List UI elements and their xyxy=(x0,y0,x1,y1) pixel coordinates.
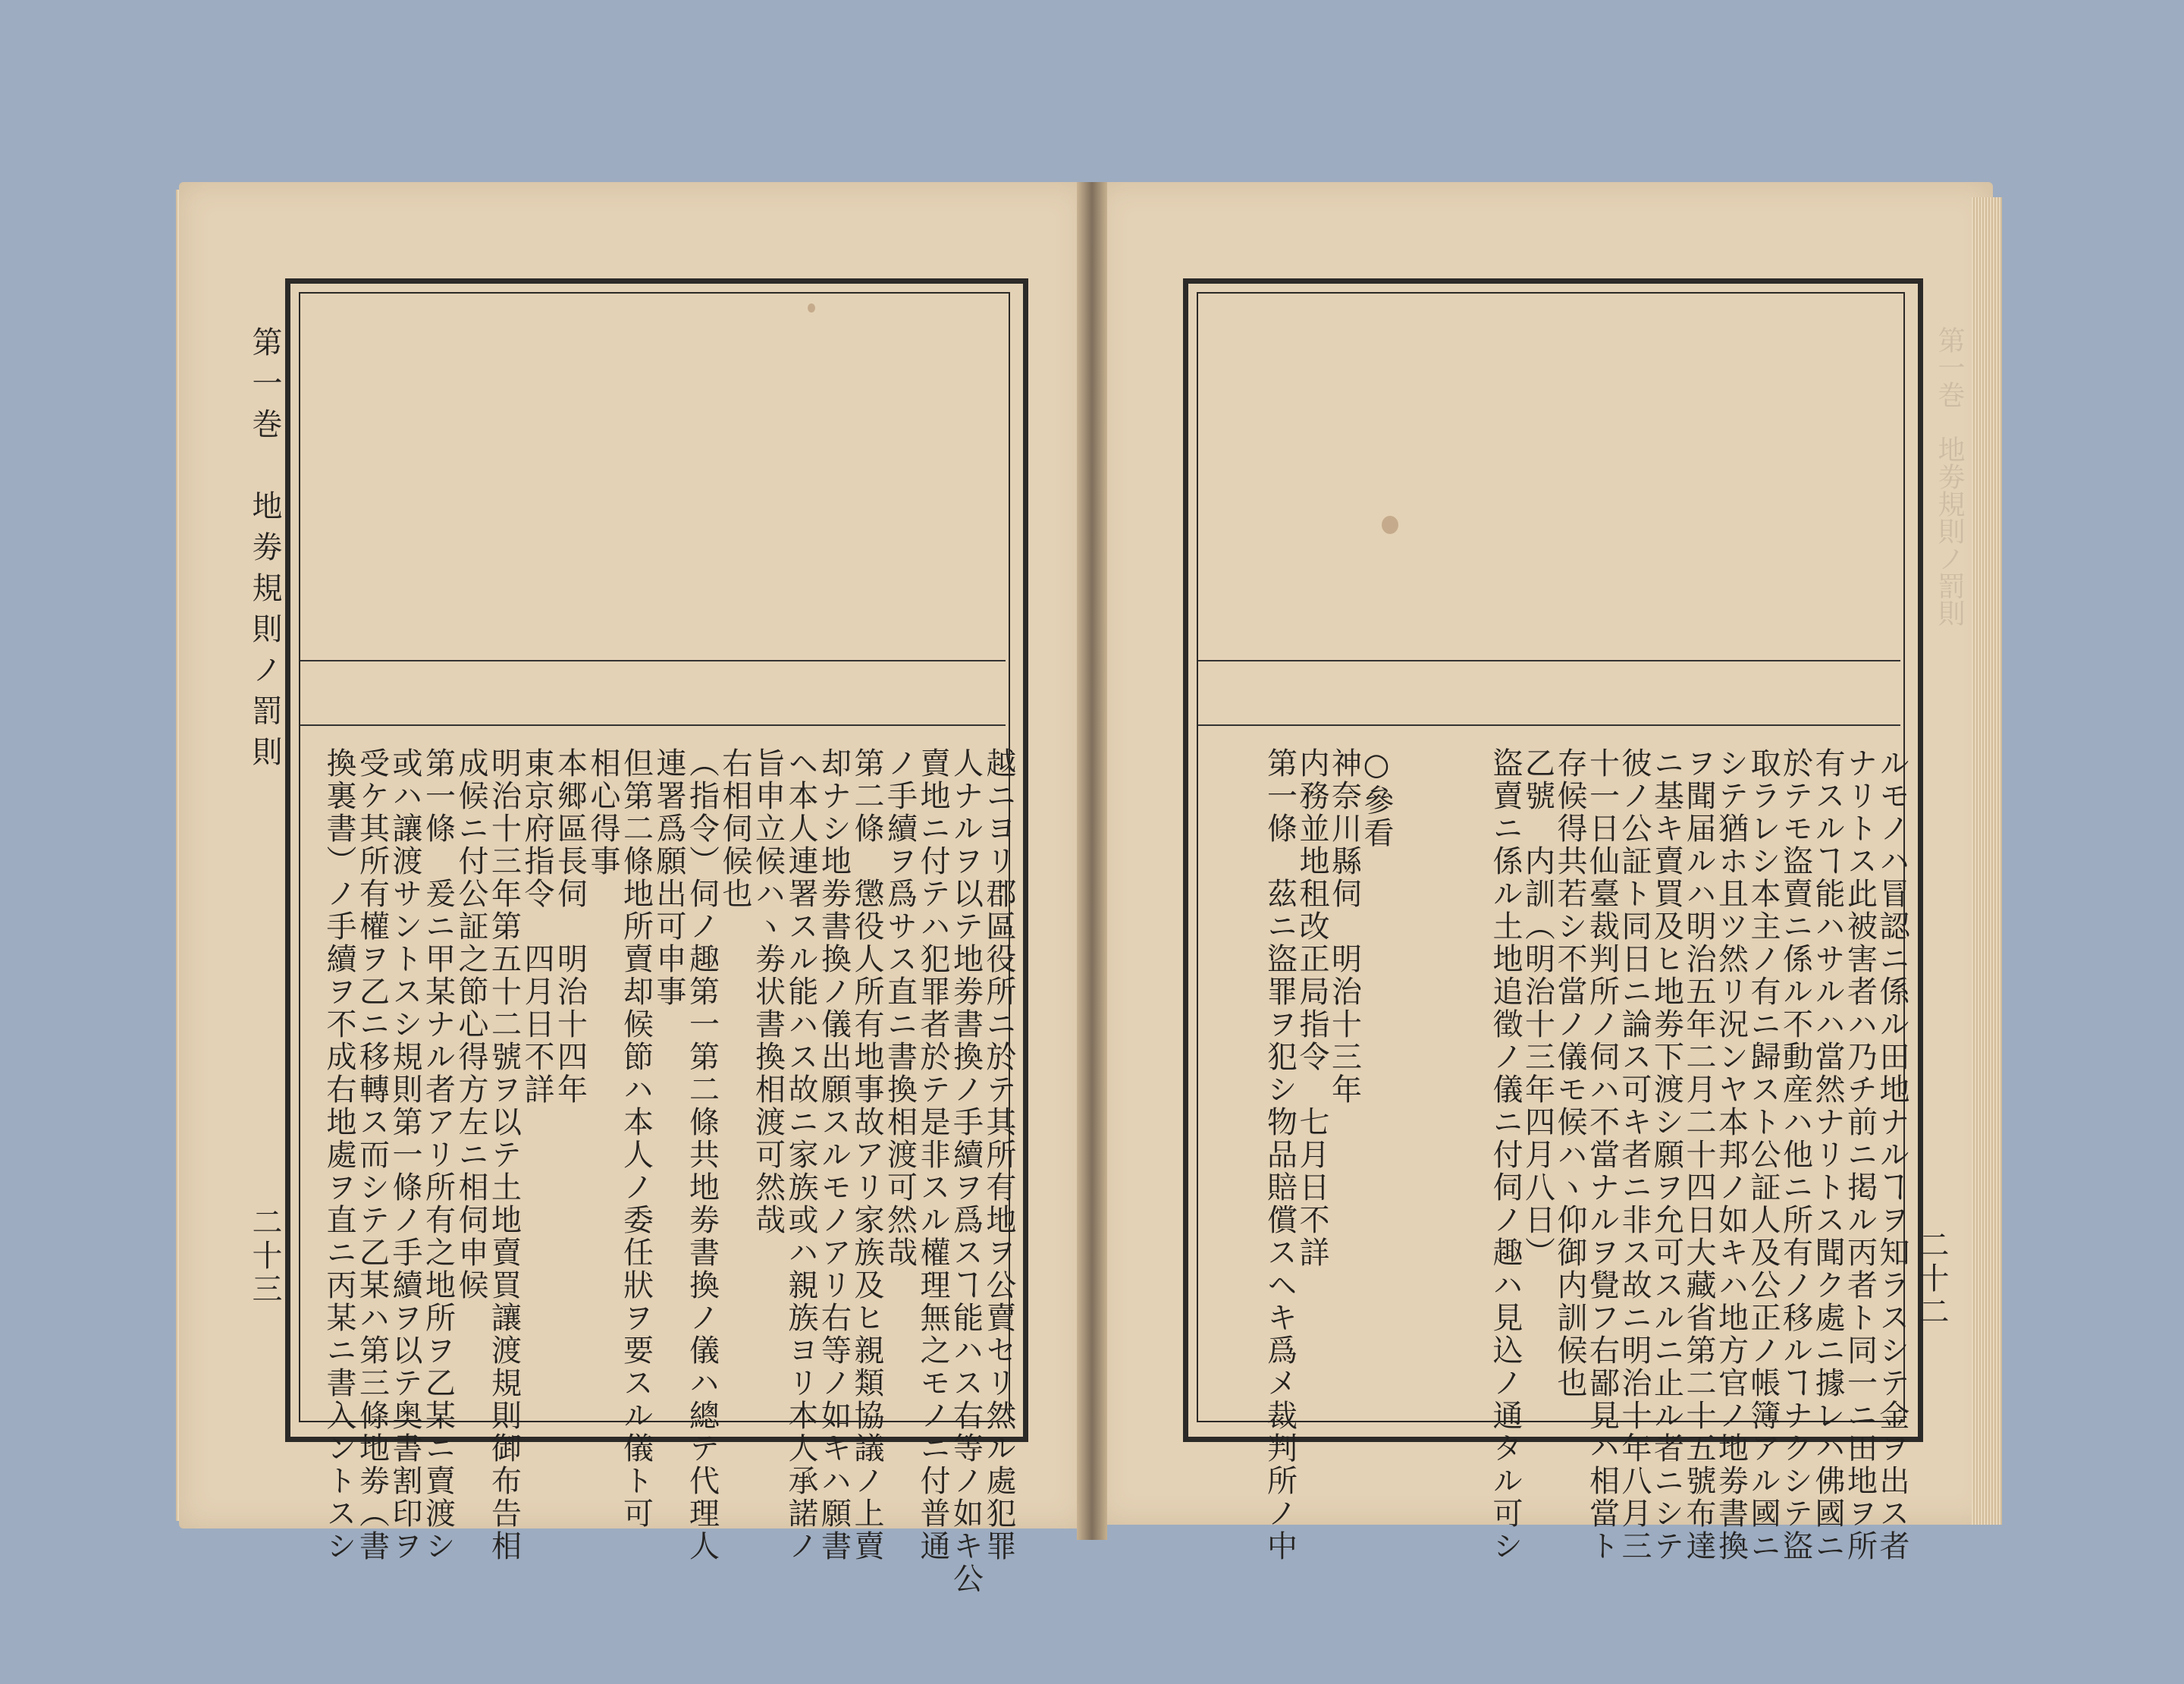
text-column: 旨申立候ハヽ劵状書換相渡可然哉 xyxy=(750,747,786,1236)
text-column: 但第二條地所賣却候節ハ本人ノ委任狀ヲ要スル儀ト可 xyxy=(618,747,654,1530)
text-column: ナリトス此被害者ハ乃チ前ニ掲ル丙者ト同一ニ田地ヲ所 xyxy=(1842,747,1878,1563)
page-edges-right xyxy=(1972,197,2002,1525)
text-column: 右相伺候也 xyxy=(717,747,752,910)
text-column: ヘ本人連署スル能ハス故ニ家族或ハ親族ヨリ本人承諾ノ xyxy=(783,747,818,1563)
text-column: 越ニヨリ郡區役所ニ於テ其所有地ヲ公賣セリ然ル處犯罪 xyxy=(981,747,1016,1563)
text-column: 換裏書）ノ手續ヲ不成右地處ヲ直ニ丙某ニ書入ントスシ xyxy=(322,747,356,1563)
text-column: ニ基キ賣買及ヒ地劵下渡シ願ヲ允可スルニ止ル者ニシテ xyxy=(1649,747,1684,1563)
text-column: 第二條 懲役人所有地事故アリ家族及ヒ親類協議ノ上賣 xyxy=(849,747,884,1563)
text-column: 第一條 爰ニ甲某ナル者アリ所有之地所ヲ乙某ニ賣渡シ xyxy=(420,747,456,1563)
text-column: 於テモ盜賣ニ係ル不動産ハ他ニ所有ノ移ルヿナクシテ盜 xyxy=(1778,747,1813,1563)
text-column: 連署爲願出可申事 xyxy=(651,747,686,1008)
left-rule-top xyxy=(300,660,1006,661)
text-column: 或ハ讓渡サントスシ規則第一條ノ手續ヲ以テ奥書割印ヲ xyxy=(388,747,422,1563)
text-column: 彼ノ公証ト同日ニ論ス可キ者ニ非ス故ニ明治十年八月三 xyxy=(1617,747,1652,1563)
text-column: 有スルヿ能ハサルハ當然ナリトス聞ク處ニ據レハ佛國ニ xyxy=(1810,747,1845,1563)
text-column: 第一條 茲ニ盜罪ヲ犯シ物品賠償スヘキ爲メ裁判所ノ中 xyxy=(1262,747,1298,1563)
text-column: 神奈川縣伺 明治十三年 xyxy=(1326,747,1362,1106)
text-column: ノ手續ヲ爲サス直ニ書換相渡可然哉 xyxy=(882,747,918,1269)
text-column: 盜賣ニ係ル土地追徵ノ儀ニ付伺ノ趣ハ見込ノ通タル可シ xyxy=(1488,747,1523,1563)
text-column: 明治十三年第五十二號ヲ以テ土地賣買讓渡規則御布告相 xyxy=(486,747,522,1563)
book-gutter xyxy=(1077,182,1107,1540)
text-column: （指令）伺ノ趣第一第二條共地劵書換ノ儀ハ總テ代理人 xyxy=(684,747,720,1563)
page-number-right: 二十二 xyxy=(1914,1229,1949,1329)
text-column: 取ラレシ本主ノ有ニ歸スト公証人及公正ノ帳簿アル國ニ xyxy=(1746,747,1781,1563)
text-column: 成候ニ付公証之節心得方左ニ相伺申候 xyxy=(453,747,488,1302)
text-column: 人ナルヲ以テ地劵書換ノ手續ヲ爲スヿ能ハス右等ノ如キ公 xyxy=(948,747,984,1595)
text-column: 存候得共若シ不當ノ儀モ候ハヽ仰御内訓候也 xyxy=(1552,747,1587,1400)
text-column: 乙號 内訓（明治十三年四月八日） xyxy=(1520,747,1555,1269)
text-column: ルモノハ冒認ニ係ル田地ナルヿヲ知ラスシテ金ヲ出ス者 xyxy=(1875,747,1909,1563)
left-rule-bottom xyxy=(300,724,1006,726)
text-column: 十一日仙臺裁判所ノ伺ハ不當ナルヲ覺フ右鄙見ハ相當ト xyxy=(1584,747,1620,1563)
right-rule-top xyxy=(1198,660,1900,661)
text-column: ○參看 xyxy=(1359,747,1394,850)
text-column: 却ナシ地劵書換ノ儀出願スルモノアリ右等ノ如キハ願書 xyxy=(816,747,852,1563)
text-column: 相心得事 xyxy=(585,747,620,878)
running-head: 第一巻 地劵規則ノ罰則 xyxy=(247,326,282,777)
text-column: 東京府指令 四月日不詳 xyxy=(519,747,554,1106)
bleed-through-text: 第一巻 地劵規則ノ罰則 xyxy=(1934,326,1965,627)
stain xyxy=(1382,516,1398,534)
right-rule-bottom xyxy=(1198,724,1900,726)
text-column: 賣地ニ付テハ犯罪者於テ是非スル權理無之モノニ付普通 xyxy=(915,747,950,1563)
page-number-left: 二十三 xyxy=(247,1206,282,1306)
text-column: シテ猶ホ且ツ然リ況ンヤ本邦ノ如キハ地方官ノ地劵書換 xyxy=(1713,747,1749,1563)
text-column: 内務並地租改正局指令 七月日不詳 xyxy=(1294,747,1329,1269)
text-column: 受ケ其所有權ヲ乙ニ移轉ス而シテ乙某ハ第三條地劵（書 xyxy=(354,747,390,1563)
text-column: 本郷區長伺 明治十四年 xyxy=(552,747,588,1106)
stain xyxy=(808,303,815,313)
text-column: ヲ聞届ルハ明治五年二月二十四日大藏省第二十五號布達 xyxy=(1681,747,1716,1563)
